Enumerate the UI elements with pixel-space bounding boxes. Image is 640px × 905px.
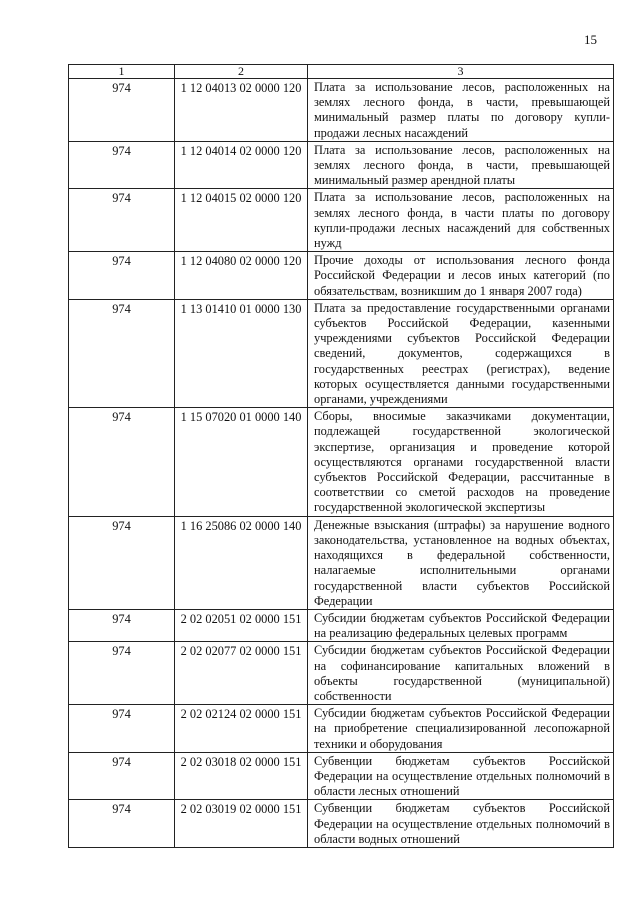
table-header-row [69, 65, 614, 79]
table-row [69, 408, 614, 516]
table-row [69, 299, 614, 407]
admin-code-cell: 974 [69, 408, 175, 516]
revenue-name-cell: Субсидии бюджетам субъектов Российской Федерации на реализацию федеральных целевых программ [308, 609, 614, 641]
revenue-code-cell: 1 12 04014 02 0000 120 [175, 141, 308, 189]
column-header-3: 3 [308, 65, 614, 79]
admin-code-cell: 974 [69, 516, 175, 609]
revenue-name-cell: Субвенции бюджетам субъектов Российской Федерации на осуществление отдельных полномочий в области водных отношений [308, 800, 614, 848]
revenue-name-cell: Сборы, вносимые заказчиками документации, подлежащей государственной экологической экспертизе, организация и проведение которой осуществляются органами государственной власти субъектов Российской Федерации, рассчитанные в соответствии со сметой расходов на проведение государственной экологической экспертизы [308, 408, 614, 516]
revenue-code-cell: 1 16 25086 02 0000 140 [175, 516, 308, 609]
revenue-code-cell: 2 02 02077 02 0000 151 [175, 642, 308, 705]
revenue-code-cell: 1 15 07020 01 0000 140 [175, 408, 308, 516]
table-row [69, 800, 614, 848]
budget-codes-table [68, 64, 614, 848]
revenue-name-cell: Субсидии бюджетам субъектов Российской Федерации на софинансирование капитальных вложений в объекты государственной (муниципальной) собственности [308, 642, 614, 705]
revenue-name-cell: Плата за предоставление государственными органами субъектов Российской Федерации, казенными учреждениями субъектов Российской Федерации сведений, документов, содержащихся в государственных реестрах (регистрах), ведение которых осуществляется данными государственными органами, учреждениями [308, 299, 614, 407]
column-header-2: 2 [175, 65, 308, 79]
revenue-code-cell: 1 12 04013 02 0000 120 [175, 79, 308, 142]
admin-code-cell: 974 [69, 752, 175, 800]
table-row [69, 252, 614, 300]
table-row [69, 141, 614, 189]
admin-code-cell: 974 [69, 252, 175, 300]
revenue-code-cell: 1 12 04080 02 0000 120 [175, 252, 308, 300]
table-row [69, 642, 614, 705]
admin-code-cell: 974 [69, 79, 175, 142]
revenue-name-cell: Плата за использование лесов, расположенных на землях лесного фонда, в части платы по договору купли-продажи лесных насаждений для собственных нужд [308, 189, 614, 252]
revenue-name-cell: Субсидии бюджетам субъектов Российской Федерации на приобретение специализированной лесопожарной техники и оборудования [308, 705, 614, 753]
admin-code-cell: 974 [69, 800, 175, 848]
table-row [69, 79, 614, 142]
column-header-1: 1 [69, 65, 175, 79]
table-row [69, 752, 614, 800]
revenue-code-cell: 2 02 03019 02 0000 151 [175, 800, 308, 848]
table-row [69, 189, 614, 252]
table-row [69, 705, 614, 753]
revenue-name-cell: Денежные взыскания (штрафы) за нарушение водного законодательства, установленное на водных объектах, находящихся в федеральной собственности, налагаемые исполнительными органами государственной власти субъектов Российской Федерации [308, 516, 614, 609]
revenue-name-cell: Плата за использование лесов, расположенных на землях лесного фонда, в части, превышающей минимальный размер арендной платы [308, 141, 614, 189]
revenue-name-cell: Субвенции бюджетам субъектов Российской Федерации на осуществление отдельных полномочий в области лесных отношений [308, 752, 614, 800]
admin-code-cell: 974 [69, 141, 175, 189]
revenue-name-cell: Прочие доходы от использования лесного фонда Российской Федерации и лесов иных категорий (по обязательствам, возникшим до 1 января 2007 года) [308, 252, 614, 300]
revenue-name-cell: Плата за использование лесов, расположенных на землях лесного фонда, в части, превышающей минимальный размер платы по договору купли-продажи лесных насаждений [308, 79, 614, 142]
admin-code-cell: 974 [69, 299, 175, 407]
page-number: 15 [584, 32, 597, 47]
revenue-code-cell: 1 13 01410 01 0000 130 [175, 299, 308, 407]
revenue-code-cell: 1 12 04015 02 0000 120 [175, 189, 308, 252]
table-row [69, 609, 614, 641]
admin-code-cell: 974 [69, 705, 175, 753]
admin-code-cell: 974 [69, 189, 175, 252]
table-row [69, 516, 614, 609]
revenue-code-cell: 2 02 02124 02 0000 151 [175, 705, 308, 753]
revenue-code-cell: 2 02 03018 02 0000 151 [175, 752, 308, 800]
admin-code-cell: 974 [69, 609, 175, 641]
revenue-code-cell: 2 02 02051 02 0000 151 [175, 609, 308, 641]
admin-code-cell: 974 [69, 642, 175, 705]
